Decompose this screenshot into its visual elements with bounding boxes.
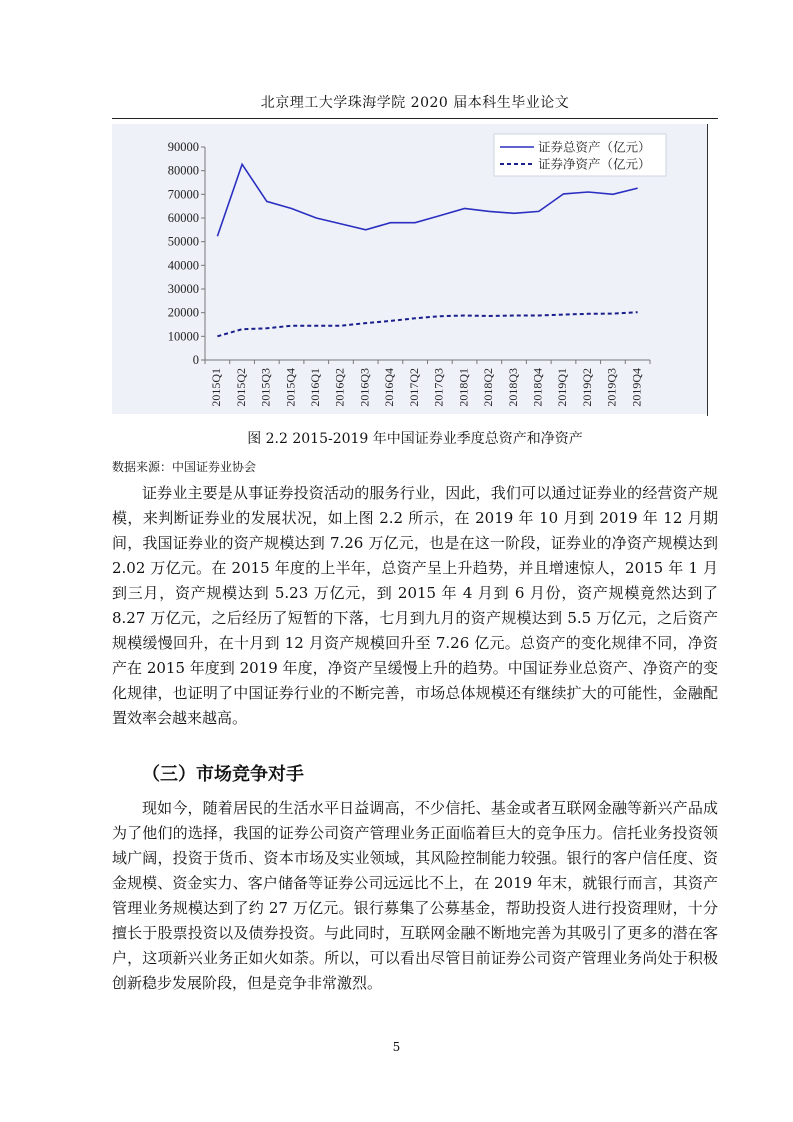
x-tick-label: 2015Q2 [233, 368, 248, 407]
legend-label: 证券总资产（亿元） [538, 140, 651, 155]
page-header: 北京理工大学珠海学院 2020 届本科生毕业论文 [260, 95, 570, 111]
y-tick-label: 0 [192, 353, 199, 367]
section-heading: （三）市场竞争对手 [142, 764, 304, 785]
x-tick-label: 2018Q4 [530, 368, 545, 407]
chart-border-line [707, 124, 708, 416]
x-tick-label: 2015Q3 [258, 368, 273, 407]
page-number: 5 [392, 1040, 401, 1054]
x-tick-label: 2019Q4 [629, 368, 644, 407]
x-axis [205, 360, 650, 407]
header-divider [112, 118, 718, 119]
x-tick-label: 2016Q4 [382, 368, 397, 407]
y-tick-label: 40000 [167, 258, 199, 273]
series-lines [217, 164, 637, 336]
y-tick-label: 70000 [167, 187, 199, 202]
y-tick-label: 50000 [167, 234, 199, 249]
x-tick-label: 2017Q2 [406, 368, 421, 407]
x-tick-label: 2018Q3 [505, 368, 520, 407]
body-paragraph-2: 现如今，随着居民的生活水平日益调高，不少信托、基金或者互联网金融等新兴产品成为了他们的选择，我国的证券公司资产管理业务正面临着巨大的竞争压力。信托业务投资领域广阔，投资于货币、资本市场及实业领域，其风险控制能力较强。银行的客户信任度、资金规模、资金实力、客户储备等证券公司远远比不上，在 2019 年末，就银行而言，其资产管理业务规模达到了约 27 万亿元。银行募集了公募基金，帮助投资人进行投资理财，十分擅长于股票投资以及债券投资。与此同时，互联网金融不断地完善为其吸引了更多的潜在客户，这项新兴业务正如火如荼。所以，可以看出尽管目前证券公司资产管理业务尚处于积极创新稳步发展阶段，但是竞争非常激烈。 [112, 799, 718, 992]
line-chart [112, 124, 708, 414]
x-tick-label: 2016Q1 [308, 368, 322, 407]
figure-caption: 图 2.2 2015-2019 年中国证券业季度总资产和净资产 [247, 431, 583, 447]
x-tick-label: 2018Q2 [481, 368, 496, 407]
body-paragraph-1: 证券业主要是从事证券投资活动的服务行业，因此，我们可以通过证券业的经营资产规模，来判断证券业的发展状况，如上图 2.2 所示，在 2019 年 10 月到 2019 年 12 月期间，我国证券业的资产规模达到 7.26 万亿元，也是在这一阶段，证券业的净资产规模达到 2.02 万亿元。在 2015 年度的上半年，总资产呈上升趋势，并且增速惊人，2015 年 1 月到三月，资产规模达到 5.23 万亿元，到 2015 年 4 月到 6 月份，资产规模竟然达到了 8.27 万亿元，之后经历了短暂的下落，七月到九月的资产规模达到 5.5 万亿元，之后资产规模缓慢回升，在十月到 12 月资产规模回升至 7.26 亿元。总资产的变化规律不同，净资产在 2015 年度到 2019 年度，净资产呈缓慢上升的趋势。中国证券业总资产、净资产的变化规律，也证明了中国证券行业的不断完善，市场总体规模还有继续扩大的可能性，金融配置效率会越来越高。 [112, 484, 718, 727]
x-tick-label: 2016Q3 [357, 368, 372, 407]
y-tick-label: 90000 [167, 140, 199, 154]
series-net-assets-line [217, 312, 637, 336]
x-tick-label: 2015Q1 [209, 368, 224, 407]
y-tick-label: 10000 [167, 329, 199, 344]
x-tick-label: 2015Q4 [283, 368, 298, 407]
chart-legend [494, 134, 666, 176]
legend-label: 证券净资产（亿元） [538, 157, 651, 172]
x-tick-label: 2017Q3 [431, 368, 446, 407]
x-tick-label: 2016Q2 [332, 368, 347, 407]
y-tick-label: 20000 [167, 305, 199, 320]
y-tick-label: 30000 [167, 282, 199, 296]
x-tick-label: 2018Q1 [456, 368, 471, 407]
data-source-note: 数据来源：中国证券业协会 [112, 460, 257, 474]
y-tick-label: 60000 [167, 211, 199, 225]
x-tick-label: 2019Q2 [579, 368, 594, 407]
y-tick-label: 80000 [167, 163, 199, 178]
y-axis [168, 140, 205, 367]
x-tick-label: 2019Q1 [555, 368, 570, 407]
x-tick-label: 2019Q3 [604, 367, 619, 407]
chart-area [112, 124, 708, 414]
